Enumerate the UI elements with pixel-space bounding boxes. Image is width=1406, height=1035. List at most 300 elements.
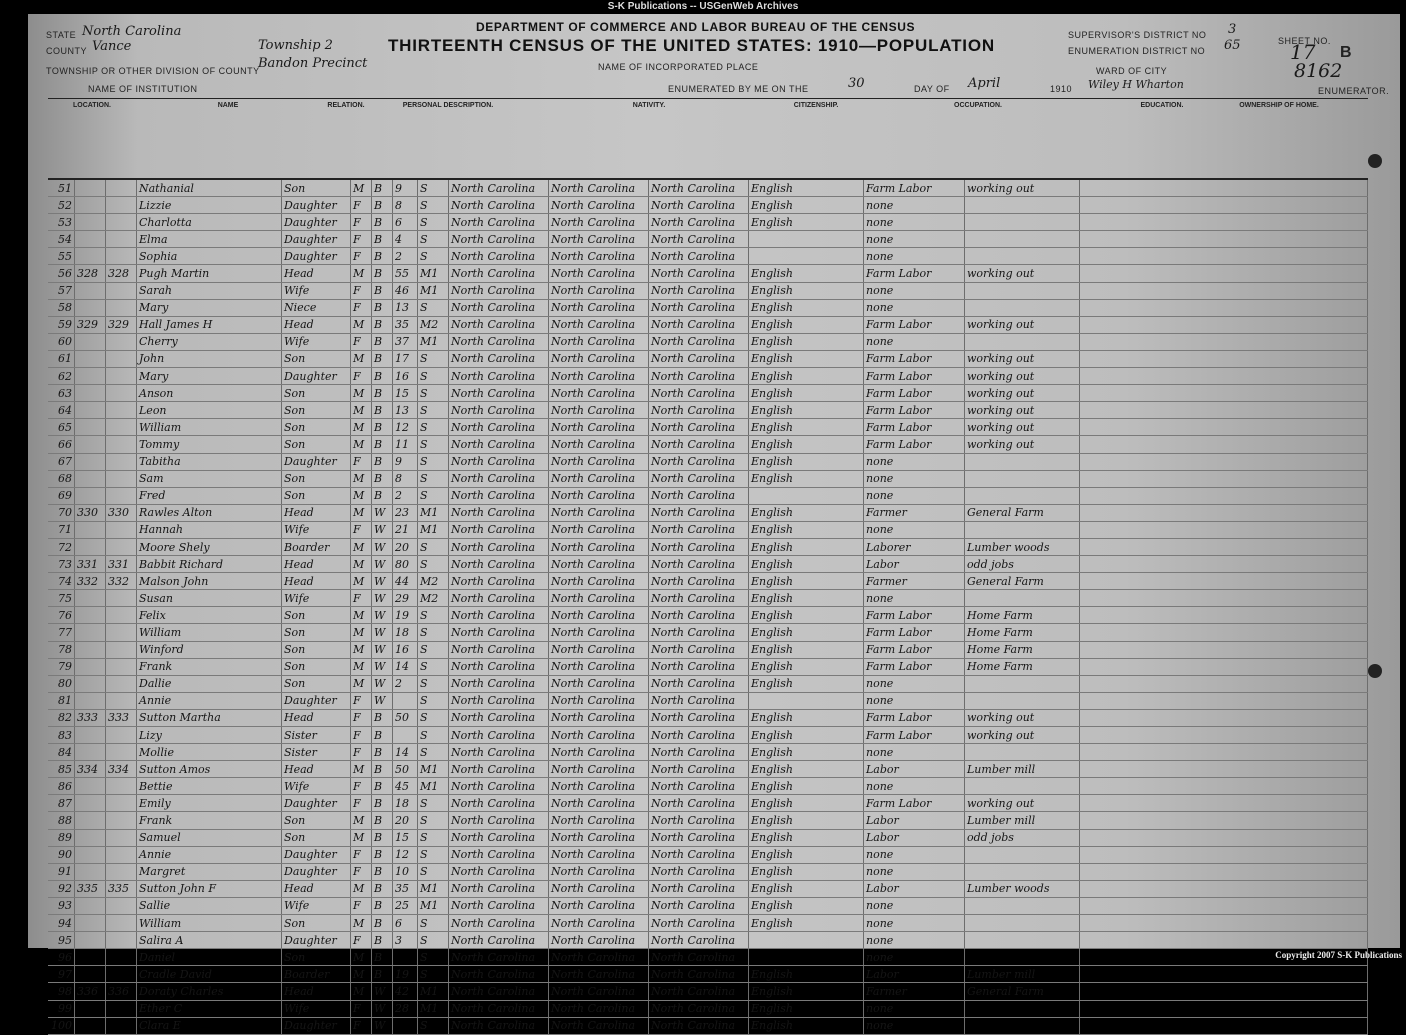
cell-ind [965, 949, 1080, 966]
col-occupation: OCCUPATION. [954, 102, 1002, 109]
cell-name: Hannah [137, 521, 282, 538]
cell-blank [1080, 795, 1368, 812]
cell-birth: North Carolina [449, 897, 549, 914]
cell-ms: S [418, 624, 449, 641]
cell-ind: working out [965, 795, 1080, 812]
cell-ms: S [418, 949, 449, 966]
cell-lang: English [749, 504, 864, 521]
cell-rel: Daughter [282, 197, 351, 214]
cell-ms: S [418, 470, 449, 487]
cell-occ: none [864, 214, 965, 231]
ward-label: WARD OF CITY [1096, 66, 1168, 76]
cell-rel: Daughter [282, 214, 351, 231]
cell-blank [1080, 333, 1368, 350]
cell-ln: 69 [48, 487, 75, 504]
cell-ln: 83 [48, 727, 75, 744]
cell-age: 23 [393, 504, 418, 521]
cell-father: North Carolina [549, 521, 649, 538]
cell-blank [1080, 590, 1368, 607]
cell-age: 80 [393, 556, 418, 573]
cell-father: North Carolina [549, 180, 649, 197]
cell-birth: North Carolina [449, 419, 549, 436]
cell-dw [75, 812, 106, 829]
cell-occ: Farm Labor [864, 641, 965, 658]
cell-birth: North Carolina [449, 573, 549, 590]
cell-fam [106, 538, 137, 555]
cell-lang: English [749, 966, 864, 983]
cell-ind [965, 590, 1080, 607]
township-label: TOWNSHIP OR OTHER DIVISION OF COUNTY [46, 66, 260, 76]
cell-blank [1080, 265, 1368, 282]
cell-lang: English [749, 761, 864, 778]
cell-birth: North Carolina [449, 231, 549, 248]
sheet-label: SHEET NO. [1278, 36, 1331, 46]
cell-name: Sutton Martha [137, 709, 282, 726]
cell-birth: North Carolina [449, 641, 549, 658]
cell-ms: S [418, 453, 449, 470]
cell-name: Annie [137, 692, 282, 709]
cell-birth: North Carolina [449, 692, 549, 709]
table-row [48, 795, 1368, 812]
table-row [48, 368, 1368, 385]
table-row [48, 966, 1368, 983]
cell-fam [106, 966, 137, 983]
cell-sex: M [351, 915, 372, 932]
department-heading: DEPARTMENT OF COMMERCE AND LABOR BUREAU OF THE CENSUS [476, 20, 916, 34]
cell-lang [749, 248, 864, 265]
township-value: Township 2 [258, 38, 333, 53]
cell-ms: S [418, 214, 449, 231]
cell-birth: North Carolina [449, 453, 549, 470]
cell-blank [1080, 812, 1368, 829]
cell-sex: F [351, 744, 372, 761]
cell-ms: M1 [418, 880, 449, 897]
cell-name: Susan [137, 590, 282, 607]
cell-blank [1080, 675, 1368, 692]
cell-race: B [372, 880, 393, 897]
cell-name: Babbit Richard [137, 556, 282, 573]
cell-father: North Carolina [549, 197, 649, 214]
table-row [48, 248, 1368, 265]
cell-lang [749, 487, 864, 504]
cell-ms: M1 [418, 333, 449, 350]
cell-fam [106, 692, 137, 709]
cell-ln: 59 [48, 316, 75, 333]
cell-occ: Farm Labor [864, 350, 965, 367]
cell-rel: Daughter [282, 368, 351, 385]
cell-ms: S [418, 607, 449, 624]
cell-rel: Daughter [282, 231, 351, 248]
cell-ln: 95 [48, 932, 75, 949]
cell-rel: Son [282, 180, 351, 197]
cell-sex: F [351, 863, 372, 880]
cell-race: W [372, 624, 393, 641]
cell-ms: M2 [418, 316, 449, 333]
cell-name: Tabitha [137, 453, 282, 470]
cell-age: 2 [393, 248, 418, 265]
cell-ms: M1 [418, 282, 449, 299]
cell-ms: S [418, 709, 449, 726]
cell-name: Moore Shely [137, 538, 282, 555]
cell-mother: North Carolina [649, 436, 749, 453]
cell-mother: North Carolina [649, 709, 749, 726]
cell-birth: North Carolina [449, 709, 549, 726]
cell-ln: 57 [48, 282, 75, 299]
cell-mother: North Carolina [649, 744, 749, 761]
cell-rel: Boarder [282, 966, 351, 983]
cell-name: Margret [137, 863, 282, 880]
cell-mother: North Carolina [649, 453, 749, 470]
cell-rel: Daughter [282, 795, 351, 812]
table-row [48, 983, 1368, 1000]
cell-fam [106, 197, 137, 214]
cell-father: North Carolina [549, 795, 649, 812]
cell-birth: North Carolina [449, 487, 549, 504]
enumerator-label: ENUMERATOR. [1318, 86, 1390, 96]
table-row [48, 812, 1368, 829]
cell-birth: North Carolina [449, 282, 549, 299]
cell-age: 44 [393, 573, 418, 590]
cell-ind [965, 744, 1080, 761]
cell-fam: 329 [106, 316, 137, 333]
cell-age: 37 [393, 333, 418, 350]
cell-fam [106, 436, 137, 453]
cell-lang: English [749, 1017, 864, 1034]
cell-mother: North Carolina [649, 419, 749, 436]
cell-race: B [372, 436, 393, 453]
cell-father: North Carolina [549, 573, 649, 590]
cell-blank [1080, 453, 1368, 470]
cell-age: 8 [393, 470, 418, 487]
cell-fam [106, 282, 137, 299]
cell-father: North Carolina [549, 607, 649, 624]
cell-rel: Head [282, 265, 351, 282]
cell-birth: North Carolina [449, 607, 549, 624]
cell-father: North Carolina [549, 949, 649, 966]
cell-fam [106, 453, 137, 470]
cell-race: B [372, 419, 393, 436]
cell-blank [1080, 436, 1368, 453]
cell-name: William [137, 419, 282, 436]
cell-occ: Labor [864, 812, 965, 829]
cell-occ: Labor [864, 966, 965, 983]
cell-ln: 62 [48, 368, 75, 385]
cell-birth: North Carolina [449, 590, 549, 607]
cell-occ: none [864, 846, 965, 863]
cell-blank [1080, 385, 1368, 402]
cell-ind: General Farm [965, 573, 1080, 590]
cell-ln: 60 [48, 333, 75, 350]
cell-blank [1080, 863, 1368, 880]
cell-ind [965, 197, 1080, 214]
cell-age: 6 [393, 214, 418, 231]
cell-age: 10 [393, 863, 418, 880]
table-row [48, 299, 1368, 316]
cell-race: W [372, 658, 393, 675]
cell-rel: Daughter [282, 863, 351, 880]
cell-ln: 94 [48, 915, 75, 932]
cell-name: Mollie [137, 744, 282, 761]
cell-lang: English [749, 795, 864, 812]
table-row [48, 333, 1368, 350]
table-row [48, 846, 1368, 863]
cell-father: North Carolina [549, 504, 649, 521]
cell-fam [106, 299, 137, 316]
precinct-value: Bandon Precinct [258, 56, 368, 71]
cell-father: North Carolina [549, 282, 649, 299]
cell-age: 20 [393, 812, 418, 829]
cell-race: B [372, 778, 393, 795]
cell-fam [106, 949, 137, 966]
table-row [48, 197, 1368, 214]
cell-fam: 336 [106, 983, 137, 1000]
cell-dw [75, 727, 106, 744]
cell-race: B [372, 231, 393, 248]
cell-blank [1080, 983, 1368, 1000]
cell-mother: North Carolina [649, 470, 749, 487]
cell-dw [75, 385, 106, 402]
cell-fam [106, 333, 137, 350]
cell-name: Ether C [137, 1000, 282, 1017]
cell-age: 19 [393, 607, 418, 624]
table-row [48, 436, 1368, 453]
cell-dw [75, 795, 106, 812]
cell-rel: Son [282, 641, 351, 658]
cell-mother: North Carolina [649, 590, 749, 607]
cell-dw [75, 197, 106, 214]
cell-ind [965, 915, 1080, 932]
cell-father: North Carolina [549, 402, 649, 419]
cell-birth: North Carolina [449, 829, 549, 846]
cell-race: W [372, 675, 393, 692]
cell-rel: Son [282, 436, 351, 453]
cell-age: 35 [393, 316, 418, 333]
cell-fam [106, 863, 137, 880]
cell-name: William [137, 624, 282, 641]
cell-name: Daniel [137, 949, 282, 966]
cell-lang: English [749, 1000, 864, 1017]
cell-fam [106, 402, 137, 419]
cell-birth: North Carolina [449, 795, 549, 812]
cell-mother: North Carolina [649, 333, 749, 350]
cell-name: Tommy [137, 436, 282, 453]
cell-birth: North Carolina [449, 915, 549, 932]
cell-occ: none [864, 453, 965, 470]
cell-mother: North Carolina [649, 1000, 749, 1017]
cell-dw [75, 368, 106, 385]
cell-father: North Carolina [549, 436, 649, 453]
cell-dw [75, 829, 106, 846]
cell-mother: North Carolina [649, 727, 749, 744]
cell-mother: North Carolina [649, 556, 749, 573]
cell-dw [75, 350, 106, 367]
cell-mother: North Carolina [649, 966, 749, 983]
cell-ms: S [418, 402, 449, 419]
cell-lang: English [749, 897, 864, 914]
cell-ms: M1 [418, 983, 449, 1000]
cell-father: North Carolina [549, 727, 649, 744]
cell-rel: Son [282, 915, 351, 932]
cell-rel: Son [282, 624, 351, 641]
cell-birth: North Carolina [449, 299, 549, 316]
cell-fam [106, 607, 137, 624]
cell-birth: North Carolina [449, 624, 549, 641]
cell-ms: S [418, 744, 449, 761]
cell-birth: North Carolina [449, 504, 549, 521]
cell-lang: English [749, 436, 864, 453]
cell-blank [1080, 556, 1368, 573]
cell-ln: 87 [48, 795, 75, 812]
cell-occ: none [864, 1017, 965, 1034]
cell-occ: Farm Labor [864, 419, 965, 436]
cell-occ: none [864, 248, 965, 265]
cell-occ: none [864, 692, 965, 709]
cell-ln: 96 [48, 949, 75, 966]
cell-fam [106, 641, 137, 658]
cell-sex: F [351, 248, 372, 265]
cell-dw [75, 607, 106, 624]
cell-sex: M [351, 265, 372, 282]
cell-fam: 335 [106, 880, 137, 897]
table-row [48, 504, 1368, 521]
cell-name: Annie [137, 846, 282, 863]
cell-lang: English [749, 265, 864, 282]
cell-race: W [372, 1000, 393, 1017]
cell-birth: North Carolina [449, 983, 549, 1000]
cell-father: North Carolina [549, 709, 649, 726]
cell-occ: Farm Labor [864, 607, 965, 624]
cell-dw [75, 453, 106, 470]
table-row [48, 897, 1368, 914]
cell-father: North Carolina [549, 761, 649, 778]
cell-occ: Farm Labor [864, 368, 965, 385]
cell-fam [106, 1000, 137, 1017]
cell-age: 42 [393, 983, 418, 1000]
cell-age: 2 [393, 675, 418, 692]
cell-lang: English [749, 624, 864, 641]
cell-mother: North Carolina [649, 915, 749, 932]
cell-fam [106, 487, 137, 504]
cell-dw: 332 [75, 573, 106, 590]
cell-name: Bettie [137, 778, 282, 795]
cell-ln: 90 [48, 846, 75, 863]
cell-ind: odd jobs [965, 556, 1080, 573]
cell-dw [75, 915, 106, 932]
cell-name: Sallie [137, 897, 282, 914]
cell-dw [75, 675, 106, 692]
cell-blank [1080, 658, 1368, 675]
cell-ind: Home Farm [965, 658, 1080, 675]
cell-sex: M [351, 812, 372, 829]
cell-age: 6 [393, 915, 418, 932]
cell-mother: North Carolina [649, 812, 749, 829]
cell-age: 15 [393, 385, 418, 402]
cell-rel: Head [282, 316, 351, 333]
cell-fam [106, 180, 137, 197]
cell-ind: working out [965, 419, 1080, 436]
cell-rel: Son [282, 675, 351, 692]
cell-ln: 71 [48, 521, 75, 538]
cell-father: North Carolina [549, 641, 649, 658]
cell-name: Elma [137, 231, 282, 248]
cell-fam [106, 248, 137, 265]
cell-mother: North Carolina [649, 180, 749, 197]
cell-ln: 97 [48, 966, 75, 983]
cell-race: B [372, 248, 393, 265]
cell-blank [1080, 521, 1368, 538]
cell-ind [965, 897, 1080, 914]
cell-fam: 330 [106, 504, 137, 521]
cell-ms: S [418, 231, 449, 248]
cell-race: B [372, 966, 393, 983]
cell-race: B [372, 197, 393, 214]
cell-name: Clara E [137, 1017, 282, 1034]
table-row [48, 316, 1368, 333]
cell-name: Cradle David [137, 966, 282, 983]
cell-age: 18 [393, 795, 418, 812]
cell-ms: S [418, 538, 449, 555]
cell-ln: 76 [48, 607, 75, 624]
cell-race: W [372, 556, 393, 573]
cell-fam [106, 470, 137, 487]
cell-mother: North Carolina [649, 778, 749, 795]
cell-birth: North Carolina [449, 521, 549, 538]
cell-dw [75, 521, 106, 538]
cell-blank [1080, 1017, 1368, 1034]
cell-mother: North Carolina [649, 846, 749, 863]
sheet-side: B [1340, 44, 1353, 61]
cell-occ: none [864, 487, 965, 504]
cell-dw [75, 1017, 106, 1034]
cell-ln: 61 [48, 350, 75, 367]
cell-father: North Carolina [549, 897, 649, 914]
cell-ln: 85 [48, 761, 75, 778]
cell-blank [1080, 778, 1368, 795]
cell-age: 28 [393, 1000, 418, 1017]
cell-rel: Wife [282, 897, 351, 914]
cell-mother: North Carolina [649, 624, 749, 641]
cell-ln: 63 [48, 385, 75, 402]
cell-age: 9 [393, 180, 418, 197]
cell-fam [106, 624, 137, 641]
cell-dw [75, 470, 106, 487]
col-relation: RELATION. [327, 102, 365, 109]
cell-race: B [372, 402, 393, 419]
cell-name: Sutton Amos [137, 761, 282, 778]
table-row [48, 453, 1368, 470]
table-row [48, 350, 1368, 367]
cell-fam [106, 915, 137, 932]
cell-occ: none [864, 915, 965, 932]
cell-fam [106, 846, 137, 863]
cell-ind [965, 692, 1080, 709]
cell-ind: Lumber mill [965, 761, 1080, 778]
cell-mother: North Carolina [649, 368, 749, 385]
table-row [48, 470, 1368, 487]
cell-ln: 93 [48, 897, 75, 914]
cell-ln: 82 [48, 709, 75, 726]
cell-race: B [372, 949, 393, 966]
cell-mother: North Carolina [649, 504, 749, 521]
cell-rel: Son [282, 385, 351, 402]
cell-dw [75, 1000, 106, 1017]
month-value: April [968, 76, 1001, 91]
cell-father: North Carolina [549, 624, 649, 641]
cell-ind: Home Farm [965, 641, 1080, 658]
cell-occ: none [864, 470, 965, 487]
cell-ms: S [418, 727, 449, 744]
cell-fam [106, 590, 137, 607]
